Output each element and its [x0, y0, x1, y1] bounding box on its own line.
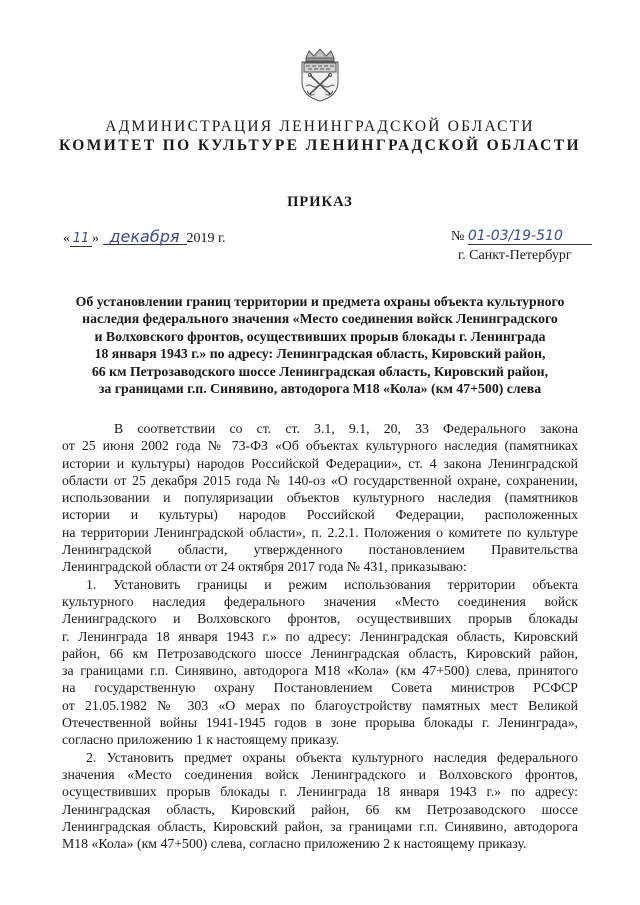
- body-line: М18 «Кола» (км 47+500) слева, согласно приложению 2 к настоящему приказу.: [62, 836, 527, 852]
- body-line: Отечественной войны 1941-1945 годов в зоне прорыва блокады г. Ленинграда»,: [62, 715, 578, 731]
- order-title: [40, 293, 600, 397]
- body-line: истории и культуры) народов Российской Федерации, расположенных: [62, 507, 578, 523]
- date-day: 11: [70, 231, 92, 247]
- date-month: декабря: [103, 229, 187, 245]
- date-close-quote: »: [92, 231, 99, 246]
- body-line: значения «Место соединения войск Ленинградского и Волховского фронтов,: [62, 766, 578, 782]
- title-line: и Волховского фронтов, осуществивших прорыв блокады г. Ленинграда: [94, 328, 546, 344]
- body-line: Ленинградской области от 24 октября 2017 года № 431, приказываю:: [62, 559, 467, 575]
- order-number: [451, 229, 592, 245]
- body-line: Ленинградской области, утвержденного постановлением Правительства: [62, 542, 578, 558]
- body-line: район, 66 км Петрозаводского шоссе Ленинградская область, Кировский район,: [62, 645, 578, 661]
- coat-of-arms-icon: [297, 48, 343, 102]
- title-line: за границами г.п. Синявино, автодорога М18 «Кола» (км 47+500) слева: [98, 381, 542, 397]
- title-line: 66 км Петрозаводского шоссе Ленинградская область, Кировский район,: [91, 363, 549, 379]
- body-line: от 21.05.1982 № 303 «О мерах по благоустройству памятных мест Великой: [62, 697, 578, 713]
- document-type-heading: ПРИКАЗ: [287, 194, 353, 210]
- date-open-quote: «: [63, 231, 70, 246]
- title-line: Об установлении границ территории и предмета охраны объекта культурного: [75, 294, 565, 309]
- body-line: Ленинградская область, Кировский район, за границами г.п. Синявино, автодорога: [62, 818, 578, 834]
- body-line: культурного наследия федерального значения «Место соединения войск: [62, 593, 578, 609]
- number-value: 01-03/19-510: [468, 229, 592, 245]
- number-prefix: №: [451, 229, 465, 244]
- body-line: Ленинградского и Волховского фронтов, осуществивших прорыв блокады: [62, 611, 578, 627]
- administration-heading: АДМИНИСТРАЦИЯ ЛЕНИНГРАДСКОЙ ОБЛАСТИ: [105, 118, 535, 135]
- body-line: 1. Установить границы и режим использования территории объекта: [86, 576, 578, 592]
- body-line: Ленинградская область, Кировский район, 66 км Петрозаводского шоссе: [62, 801, 578, 817]
- body-line: на государственную охрану Постановлением Совета министров РСФСР: [62, 680, 578, 696]
- body-line: г. Ленинграда 18 января 1943 г.» по адресу: Ленинградская область, Кировский: [62, 628, 578, 644]
- body-line: на территории Ленинградской области», п. 2.2.1. Положения о комитете по культуре: [62, 524, 578, 540]
- date-year: 2019 г.: [186, 231, 226, 246]
- body-line: области от 25 декабря 2015 года № 140-оз «О государственной охране, сохранении,: [62, 472, 578, 488]
- issue-city: г. Санкт-Петербург: [458, 248, 572, 263]
- order-body: [62, 420, 578, 852]
- order-date: [63, 229, 226, 247]
- body-line: 2. Установить предмет охраны объекта культурного наследия федерального: [86, 749, 578, 765]
- committee-heading: КОМИТЕТ ПО КУЛЬТУРЕ ЛЕНИНГРАДСКОЙ ОБЛАСТИ: [59, 137, 581, 154]
- body-line: осуществивших прорыв блокады г. Ленинграда 18 января 1943 г.» по адресу:: [62, 784, 578, 800]
- title-line: наследия федерального значения «Место соединения войск Ленинградского: [82, 311, 558, 327]
- body-line: согласно приложению 1 к настоящему приказу.: [62, 732, 340, 748]
- body-line: использовании и популяризации объектов культурного наследия (памятников: [62, 490, 578, 506]
- title-line: 18 января 1943 г.» по адресу: Ленинградская область, Кировский район,: [94, 346, 546, 362]
- body-line: за границами г.п. Синявино, автодорога М18 «Кола» (км 47+500) слева, принятого: [62, 663, 578, 679]
- body-line: от 25 июня 2002 года № 73-ФЗ «Об объектах культурного наследия (памятниках: [62, 438, 578, 454]
- body-line: В соответствии со ст. ст. 3.1, 9.1, 20, 33 Федерального закона: [114, 421, 578, 436]
- body-line: истории и культуры) народов Российской Федерации», ст. 4 закона Ленинградской: [62, 455, 578, 471]
